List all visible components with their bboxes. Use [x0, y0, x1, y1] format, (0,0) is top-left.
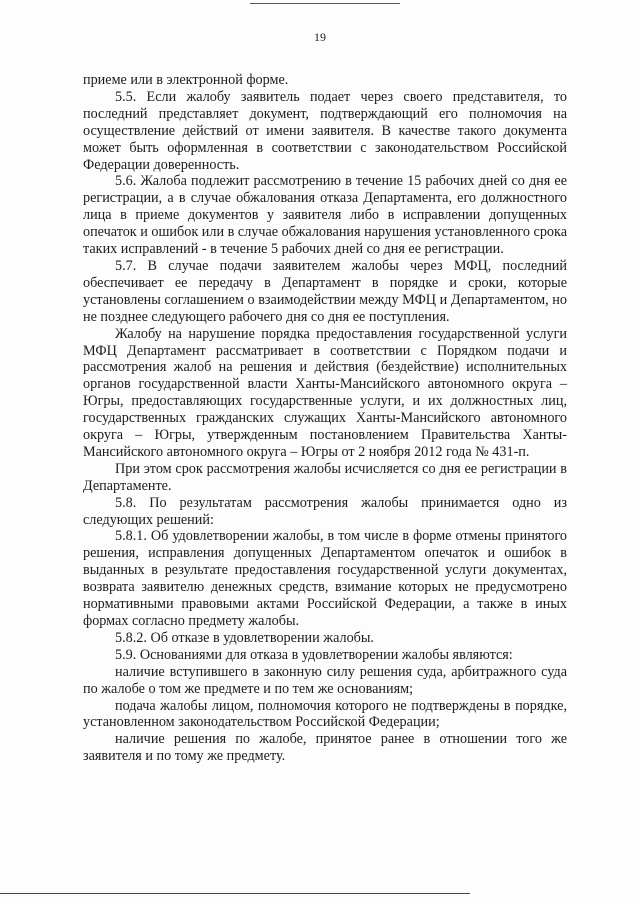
document-body [83, 72, 567, 765]
scan-artifact-bottom [0, 893, 470, 894]
paragraph-5-8-2: 5.8.2. Об отказе в удовлетворении жалобы. [115, 629, 374, 646]
paragraph-5-5: 5.5. Если жалобу заявитель подает через своего представителя, то последний представляет документ, подтверждающий его полномочия на осуществление действий от имени заявителя. В качестве такого документа может быть оформленная в соответствии с законодательством Российской Федерации доверенность. [83, 88, 567, 173]
paragraph-5-6: 5.6. Жалоба подлежит рассмотрению в течение 15 рабочих дней со дня ее регистрации, а в случае обжалования отказа Департамента, его должностного лица в приеме документов у заявителя либо в исправлении допущенных опечаток и ошибок или в случае обжалования нарушения установленного срока таких исправлений - в течение 5 рабочих дней со дня ее регистрации. [83, 173, 567, 258]
paragraph-ground-prior-decision: наличие решения по жалобе, принятое ранее в отношении того же заявителя и по тому же предмету. [83, 731, 567, 765]
paragraph-5-8: 5.8. По результатам рассмотрения жалобы принимается одно из следующих решений: [83, 494, 567, 528]
scan-artifact-top [250, 3, 400, 4]
paragraph-5-8-1: 5.8.1. Об удовлетворении жалобы, в том числе в форме отмены принятого решения, исправления допущенных Департаментом опечаток и ошибок в выданных в результате предоставления государственной услуги документах, возврата заявителю денежных средств, взимание которых не предусмотрено нормативными правовыми актами Российской Федерации, а также в иных формах согласно предмету жалобы. [83, 528, 567, 629]
paragraph-mfc-complaint: Жалобу на нарушение порядка предоставления государственной услуги МФЦ Департамент рассматривает в соответствии с Порядком подачи и рассмотрения жалоб на решения и действия (бездействие) исполнительных органов государственной власти Ханты-Мансийского автономного округа – Югры, предоставляющих государственные услуги, и их должностных лиц, государственных гражданских служащих Ханты-Мансийского автономного округа – Югры, утвержденным постановлением Правительства Ханты-Мансийского автономного округа – Югры от 2 ноября 2012 года № 431-п. [83, 325, 567, 460]
page-number: 19 [314, 30, 326, 44]
paragraph-term: При этом срок рассмотрения жалобы исчисляется со дня ее регистрации в Департаменте. [83, 460, 567, 494]
paragraph-5-7: 5.7. В случае подачи заявителем жалобы через МФЦ, последний обеспечивает ее передачу в Департамент в порядке и сроки, которые установлены соглашением о взаимодействии между МФЦ и Департаментом, но не позднее следующего рабочего дня со дня ее поступления. [83, 257, 567, 325]
paragraph-ground-authority: подача жалобы лицом, полномочия которого не подтверждены в порядке, установленном законодательством Российской Федерации; [83, 697, 567, 731]
paragraph-5-9: 5.9. Основаниями для отказа в удовлетворении жалобы являются: [115, 646, 513, 663]
paragraph-ground-court: наличие вступившего в законную силу решения суда, арбитражного суда по жалобе о том же предмете и по тем же основаниям; [83, 663, 567, 697]
paragraph-continuation: приеме или в электронной форме. [83, 72, 289, 88]
